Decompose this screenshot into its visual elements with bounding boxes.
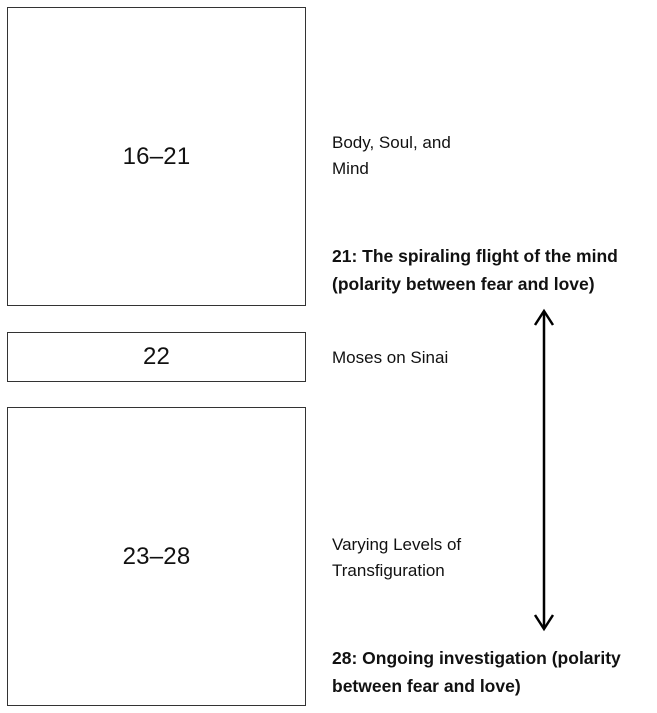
range-box-22 [7,332,306,382]
double-headed-arrow [530,305,560,635]
range-box-23-28 [7,407,306,706]
box-label: 16–21 [122,142,191,170]
section-caption: Moses on Sinai [332,348,449,367]
polarity-note-start: 21: The spiraling flight of the mind (polarity between fear and love) [332,246,618,294]
range-box-16-21 [7,7,306,306]
box-label: 22 [142,343,171,370]
section-caption: Varying Levels of Transfiguration [332,535,462,580]
section-caption: Body, Soul, and Mind [332,133,451,178]
polarity-note-end: 28: Ongoing investigation (polarity between fear and love) [332,648,621,696]
box-label: 23–28 [122,542,191,570]
